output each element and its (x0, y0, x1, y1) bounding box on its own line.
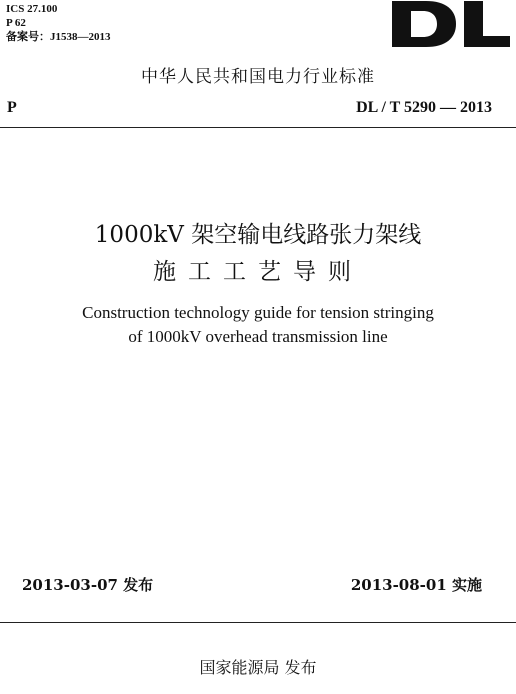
implementation-date: 2013-08-01 实施 (350, 576, 482, 594)
dl-logo-l (464, 1, 510, 47)
record-number: 备案号：J1538—2013 (6, 31, 111, 43)
issue-date: 2013-03-07 发布 (22, 576, 154, 594)
dl-logo-d (392, 1, 456, 47)
standard-number: DL / T 5290 — 2013 (356, 99, 492, 116)
english-title-line-1: Construction technology guide for tension stringing (82, 303, 434, 322)
standard-category-title: 中华人民共和国电力行业标准 (141, 67, 375, 87)
dl-logo (392, 1, 510, 47)
ics-code: ICS 27.100 (6, 3, 58, 15)
classification-code: P (7, 99, 17, 116)
bottom-divider (0, 622, 516, 623)
p-code: P 62 (6, 17, 26, 29)
top-divider (0, 127, 516, 128)
issuing-authority: 国家能源局 发布 (199, 658, 317, 677)
english-title-line-2: of 1000kV overhead transmission line (128, 327, 388, 346)
chinese-title-line-2: 施工工艺导则 (153, 259, 363, 285)
chinese-title-line-1: 1000kV 架空输电线路张力架线 (94, 222, 422, 248)
